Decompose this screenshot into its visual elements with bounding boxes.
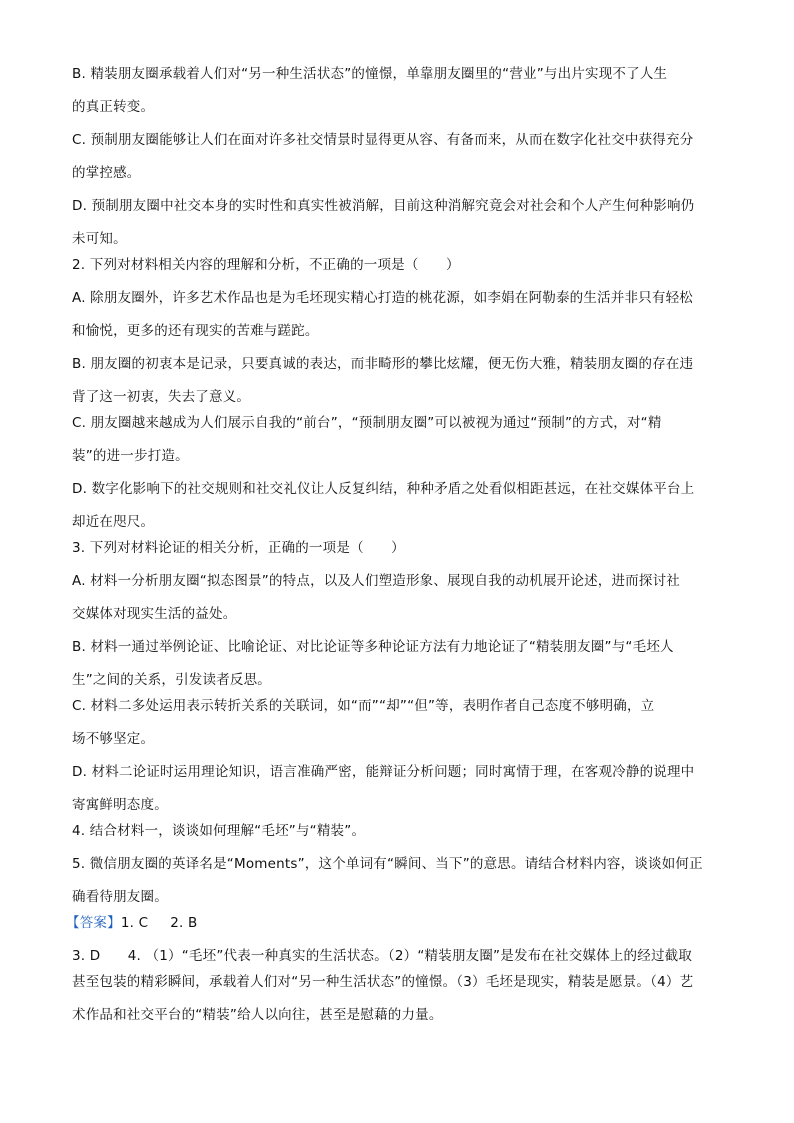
option-2d-line-1: D. 数字化影响下的社交规则和社交礼仪让人反复纠结，种种矛盾之处看似相距甚远，在社交媒体平台上 <box>72 481 695 497</box>
answer-2: 2. B <box>170 915 198 931</box>
question-4-stem: 4. 结合材料一，谈谈如何理解“毛坯”与“精装”。 <box>72 823 366 839</box>
option-3a-line-2: 交媒体对现实生活的益处。 <box>72 606 237 622</box>
option-1b-line-1: B. 精装朋友圈承载着人们对“另一种生活状态”的憧憬，单靠朋友圈里的“营业”与出片实现不了人生 <box>72 66 668 82</box>
option-2b-line-1: B. 朋友圈的初衷本是记录，只要真诚的表达，而非畸形的攀比炫耀，便无伤大雅，精装朋友圈的存在违 <box>72 356 694 372</box>
question-2-stem: 2. 下列对材料相关内容的理解和分析，不正确的一项是（ ） <box>72 257 460 273</box>
option-1d-line-2: 未可知。 <box>72 231 127 247</box>
option-2c-line-1: C. 朋友圈越来越成为人们展示自我的“前台”，“预制朋友圈”可以被视为通过“预制”的方式，对“精 <box>72 415 662 431</box>
answer-line-1 <box>66 914 716 932</box>
option-3a-line-1: A. 材料一分析朋友圈“拟态图景”的特点，以及人们塑造形象、展现自我的动机展开论述，进而探讨社 <box>72 573 680 589</box>
option-3c-line-2: 场不够坚定。 <box>72 731 155 747</box>
question-3-stem: 3. 下列对材料论证的相关分析，正确的一项是（ ） <box>72 540 405 556</box>
option-2d-line-2: 却近在咫尺。 <box>72 514 155 530</box>
option-2c-line-2: 装”的进一步打造。 <box>72 448 189 464</box>
option-3c-line-1: C. 材料二多处运用表示转折关系的关联词，如“而”“却”“但”等，表明作者自己态度不够明确，立 <box>72 698 655 714</box>
option-2b-line-2: 背了这一初衷，失去了意义。 <box>72 389 251 405</box>
option-1b-line-2: 的真正转变。 <box>72 99 155 115</box>
answer-label: 【答案】 <box>66 915 121 931</box>
option-3d-line-1: D. 材料二论证时运用理论知识，语言准确严密，能辩证分析问题；同时寓情于理，在客观冷静的说理中 <box>72 764 695 780</box>
question-5-line-2: 确看待朋友圈。 <box>72 889 168 905</box>
option-3b-line-1: B. 材料一通过举例论证、比喻论证、对比论证等多种论证方法有力地论证了“精装朋友圈”与“毛坯人 <box>72 639 674 655</box>
question-5-line-1: 5. 微信朋友圈的英译名是“Moments”，这个单词有“瞬间、当下”的意思。请结合材料内容，谈谈如何正 <box>72 856 703 872</box>
option-2a-line-1: A. 除朋友圈外，许多艺术作品也是为毛坯现实精心打造的桃花源，如李娟在阿勒泰的生活并非只有轻松 <box>72 290 693 306</box>
option-3d-line-2: 寄寓鲜明态度。 <box>72 797 168 813</box>
option-2a-line-2: 和愉悦，更多的还有现实的苦难与蹉跎。 <box>72 323 319 339</box>
answer-line-2: 3. D 4. （1）“毛坯”代表一种真实的生活状态。（2）“精装朋友圈”是发布在社交媒体上的经过截取 <box>72 948 693 964</box>
answer-line-3: 甚至包装的精彩瞬间，承载着人们对“另一种生活状态”的憧憬。（3）毛坯是现实，精装是愿景。（4）艺 <box>72 974 694 990</box>
answer-line-4: 术作品和社交平台的“精装”给人以向往，甚至是慰藉的力量。 <box>72 1007 443 1023</box>
option-3b-line-2: 生”之间的关系，引发读者反思。 <box>72 672 271 688</box>
option-1c-line-1: C. 预制朋友圈能够让人们在面对许多社交情景时显得更从容、有备而来，从而在数字化社交中获得充分 <box>72 132 694 148</box>
answer-1: 1. C <box>120 915 149 931</box>
option-1d-line-1: D. 预制朋友圈中社交本身的实时性和真实性被消解，目前这种消解究竟会对社会和个人产生何种影响仍 <box>72 198 695 214</box>
option-1c-line-2: 的掌控感。 <box>72 165 141 181</box>
